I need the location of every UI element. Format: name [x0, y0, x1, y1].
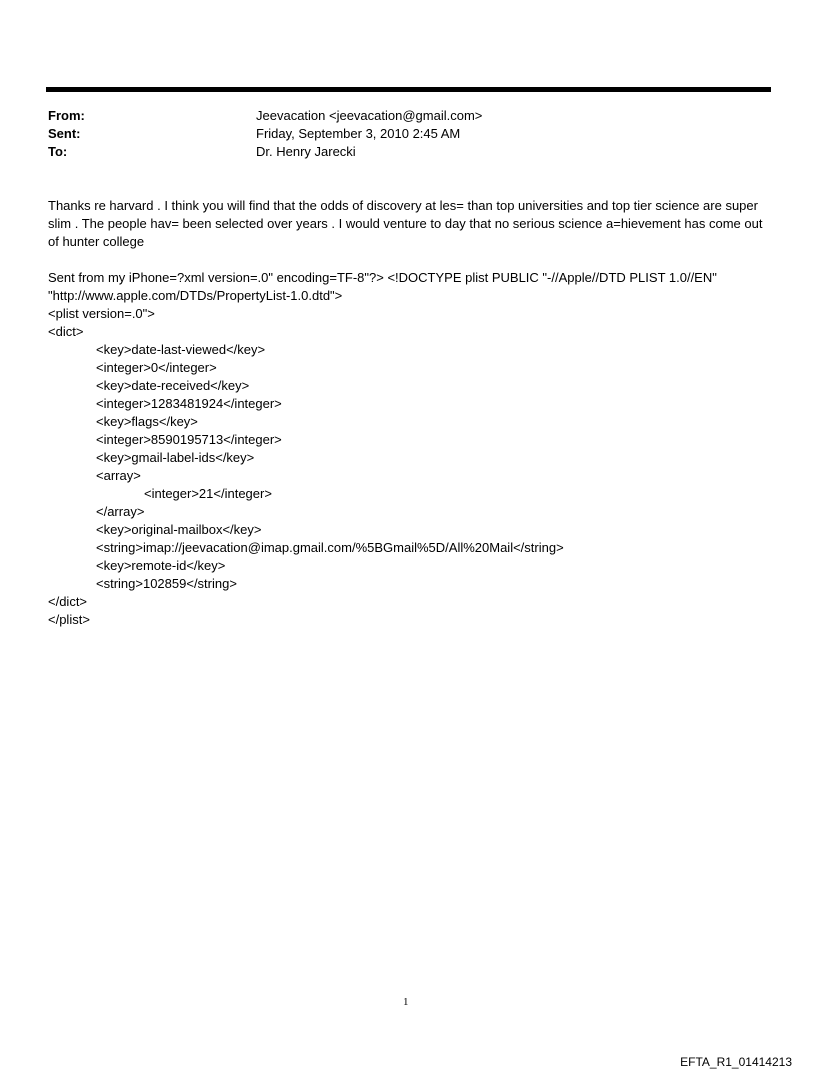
- plist-line: <integer>1283481924</integer>: [96, 396, 282, 411]
- sent-label: Sent:: [48, 126, 81, 141]
- to-value: Dr. Henry Jarecki: [256, 144, 356, 159]
- plist-line: </dict>: [48, 594, 88, 609]
- plist-line: <integer>21</integer>: [144, 486, 272, 501]
- plist-line: <key>date-received</key>: [96, 378, 250, 393]
- sent-value: Friday, September 3, 2010 2:45 AM: [256, 126, 461, 141]
- plist-line: <array>: [96, 468, 141, 483]
- message-paragraph: Thanks re harvard . I think you will find that the odds of discovery at les= than top universities and top tier science are super slim . The people hav= been selected over years . I would venture to day that no serious science a=hievement has come out of hunter college: [48, 198, 763, 249]
- plist-line: <key>flags</key>: [96, 414, 198, 429]
- plist-line: <dict>: [48, 324, 84, 339]
- plist-line: <key>original-mailbox</key>: [96, 522, 262, 537]
- sent-from-line-2: "http://www.apple.com/DTDs/PropertyList-1.0.dtd">: [48, 288, 343, 303]
- bates-id: EFTA_R1_01414213: [680, 1055, 792, 1069]
- plist-line: <integer>8590195713</integer>: [96, 432, 282, 447]
- header-divider: [46, 87, 771, 92]
- plist-line: </array>: [96, 504, 145, 519]
- plist-line: <key>remote-id</key>: [96, 558, 226, 573]
- plist-line: </plist>: [48, 612, 90, 627]
- plist-line: <string>102859</string>: [96, 576, 237, 591]
- plist-line: <key>date-last-viewed</key>: [96, 342, 266, 357]
- plist-line: <string>imap://jeevacation@imap.gmail.com/%5BGmail%5D/All%20Mail</string>: [96, 540, 564, 555]
- page-number: 1: [403, 996, 409, 1008]
- plist-line: <plist version=.0">: [48, 306, 155, 321]
- sent-from-line-1: Sent from my iPhone=?xml version=.0" encoding=TF-8"?> <!DOCTYPE plist PUBLIC "-//Apple//DTD PLIST 1.0//EN": [48, 270, 717, 285]
- from-value: Jeevacation <jeevacation@gmail.com>: [256, 108, 483, 123]
- plist-line: <key>gmail-label-ids</key>: [96, 450, 255, 465]
- to-label: To:: [48, 144, 68, 159]
- from-label: From:: [48, 108, 85, 123]
- plist-line: <integer>0</integer>: [96, 360, 217, 375]
